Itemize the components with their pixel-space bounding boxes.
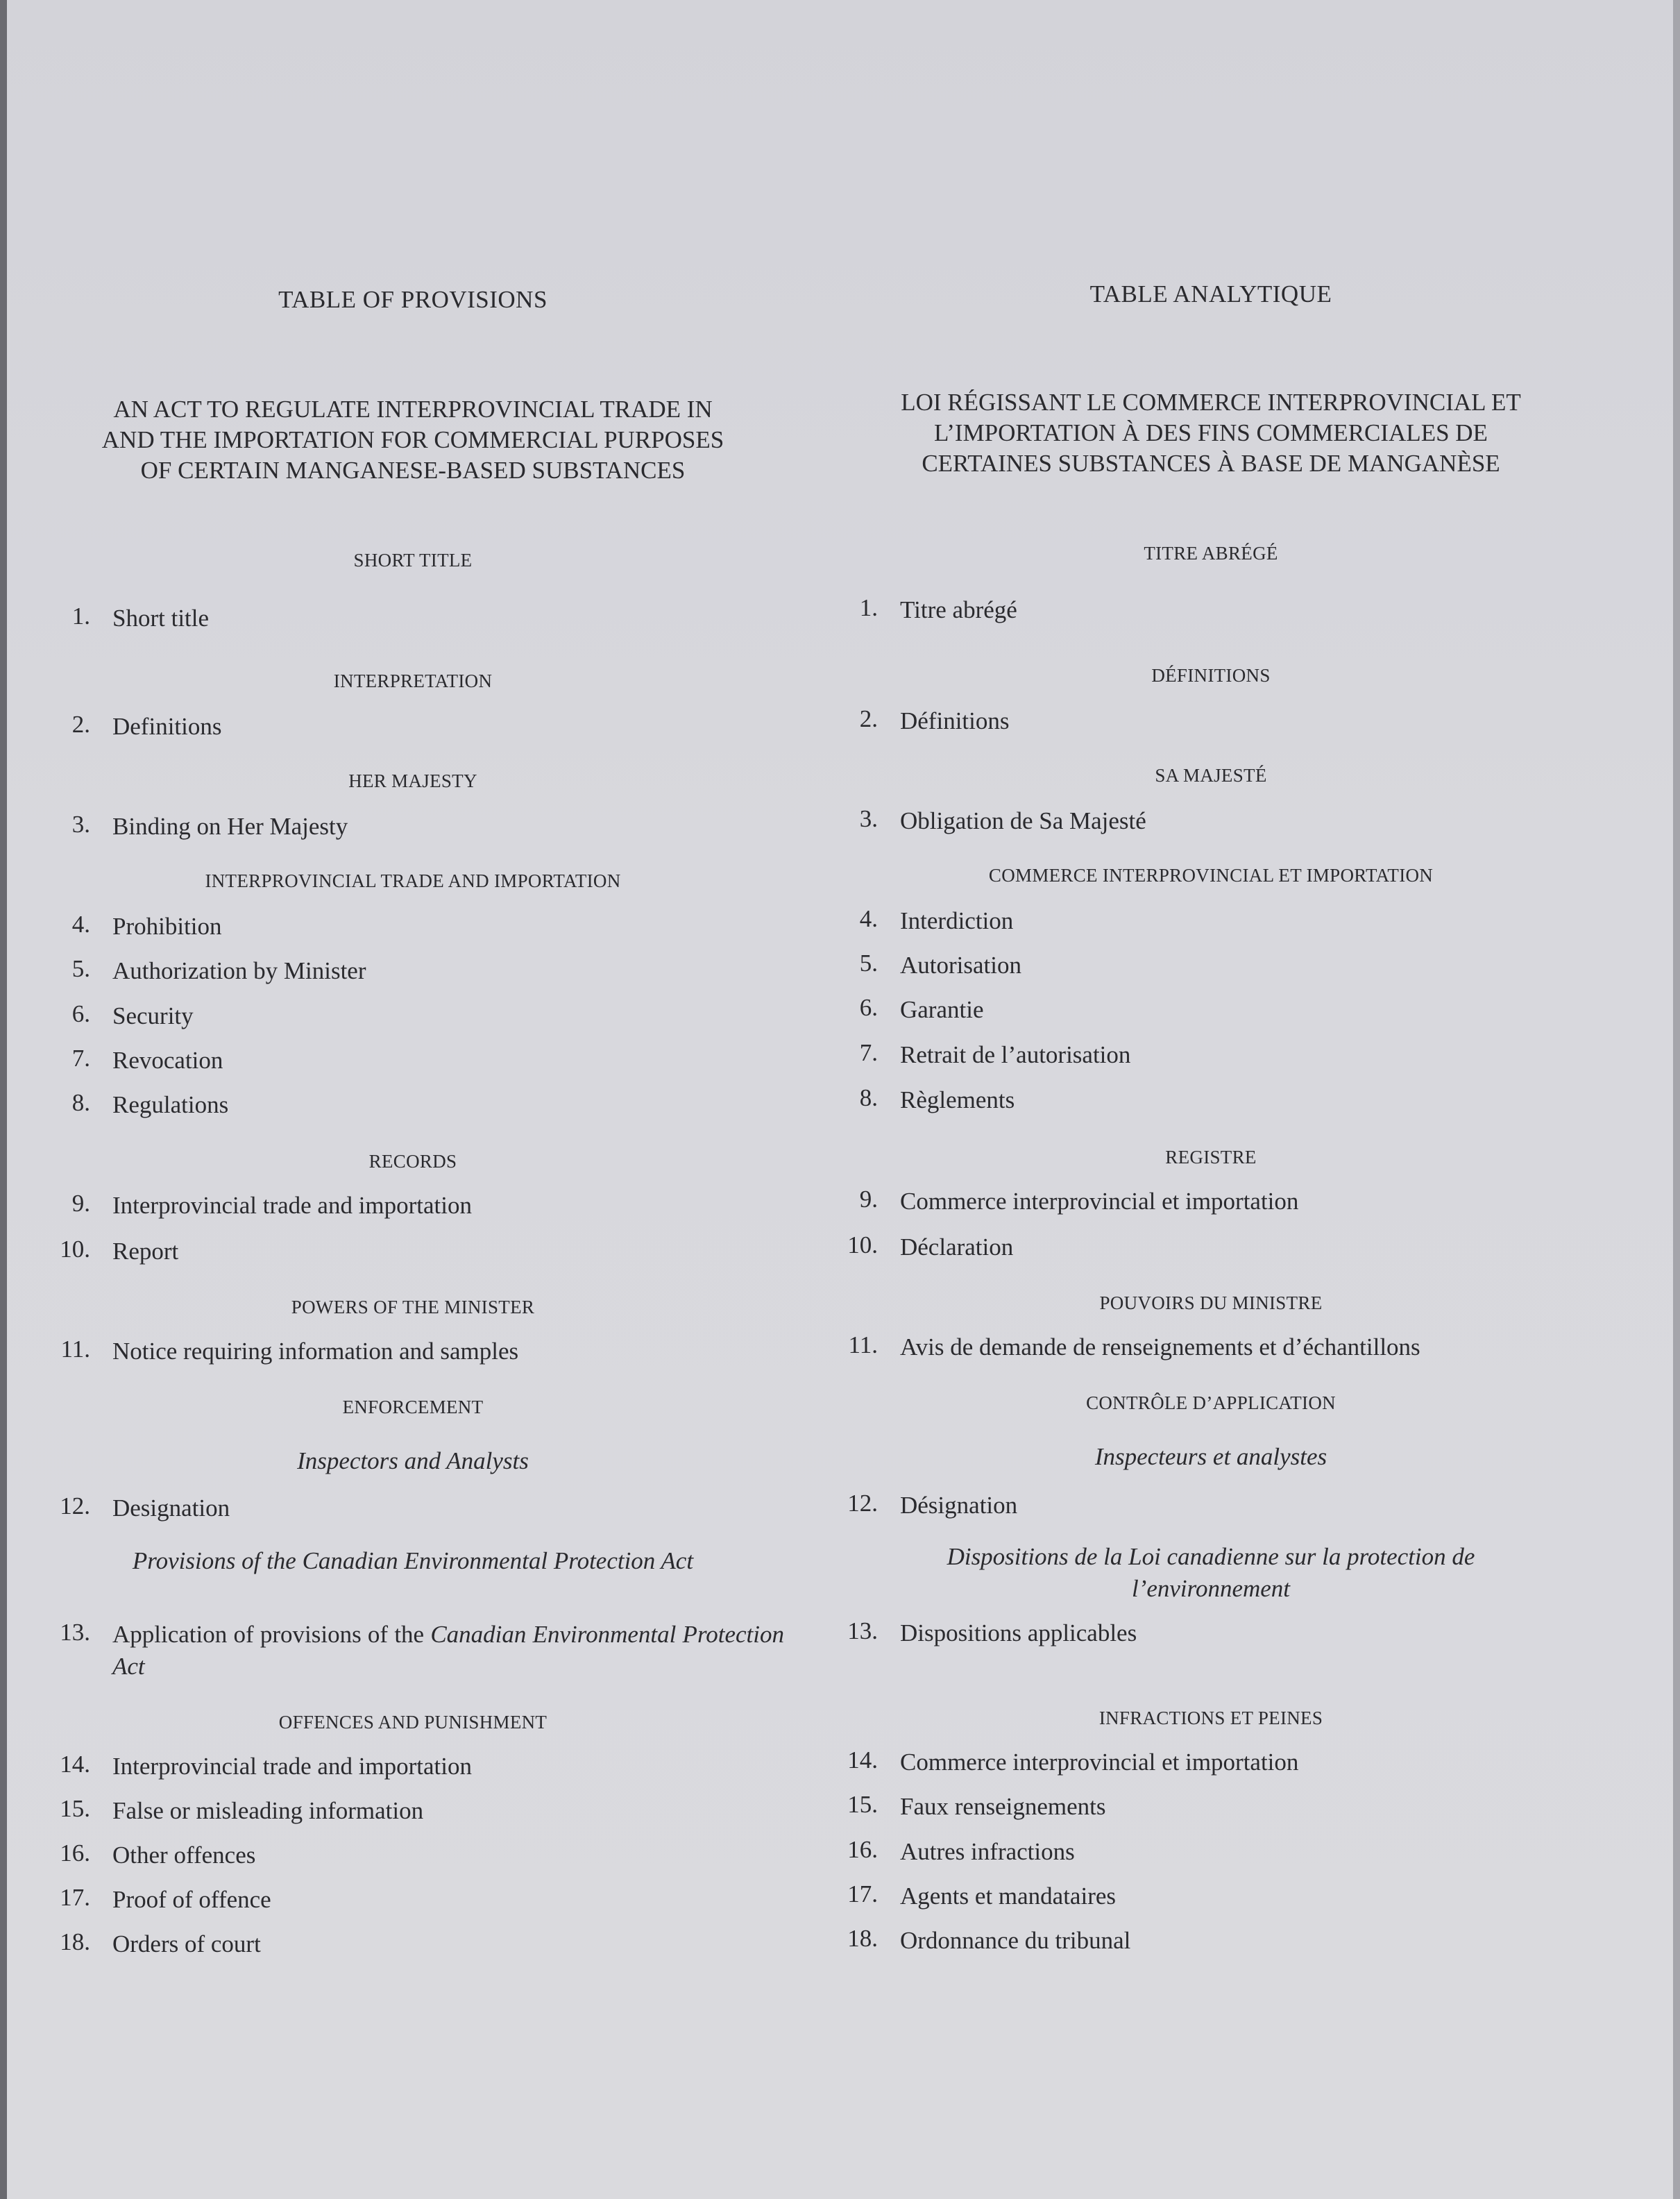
section-title: Autorisation <box>900 952 1021 979</box>
section-number: 15. <box>60 1795 90 1822</box>
section-title: Designation <box>112 1494 230 1522</box>
subheading-cepa-line: Dispositions de la Loi canadienne sur la protection de <box>947 1543 1475 1570</box>
act-title <box>829 387 1593 479</box>
section-number: 12. <box>60 1492 90 1519</box>
subheading-cepa: Provisions of the Canadian Environmental Protection Act <box>132 1547 694 1574</box>
section-title: Retrait de l’autorisation <box>900 1041 1131 1068</box>
section-number: 18. <box>60 1928 90 1955</box>
section-title: Revocation <box>112 1047 223 1074</box>
page-edge-shadow-left <box>0 0 7 2199</box>
section-title: Désignation <box>900 1492 1018 1519</box>
heading-trade: INTERPROVINCIAL TRADE AND IMPORTATION <box>205 870 621 891</box>
section-number: 5. <box>71 955 90 982</box>
section-number: 4. <box>71 911 90 938</box>
heading-powers: POWERS OF THE MINISTER <box>291 1297 535 1317</box>
section-number: 14. <box>60 1751 90 1778</box>
section-title: Ordonnance du tribunal <box>900 1927 1131 1954</box>
section-title: Notice requiring information and samples <box>112 1338 519 1365</box>
section-number: 17. <box>60 1884 90 1911</box>
heading-offences: OFFENCES AND PUNISHMENT <box>278 1712 548 1733</box>
page-edge-shadow-right <box>1673 0 1680 2199</box>
section-number: 9. <box>859 1186 878 1213</box>
section-title: Autres infractions <box>900 1838 1075 1865</box>
section-title: Orders of court <box>112 1930 261 1957</box>
french-column <box>829 0 1593 2199</box>
section-title: Dispositions applicables <box>900 1619 1137 1646</box>
subheading-inspectors: Inspectors and Analysts <box>297 1447 529 1474</box>
section-title: Interprovincial trade and importation <box>112 1753 473 1780</box>
section-title: Short title <box>112 605 210 632</box>
section-title: Application of provisions of the Canadian Environmental Protection Act <box>112 1621 785 1680</box>
section-title: Regulations <box>112 1091 229 1118</box>
section-number: 4. <box>859 905 878 932</box>
heading-powers: POUVOIRS DU MINISTRE <box>1099 1292 1323 1313</box>
section-title: Interdiction <box>900 907 1014 934</box>
heading-trade: COMMERCE INTERPROVINCIAL ET IMPORTATION <box>988 865 1434 886</box>
heading-interpretation: DÉFINITIONS <box>1151 665 1271 686</box>
section-number: 15. <box>847 1791 878 1818</box>
section-title: Interprovincial trade and importation <box>112 1192 473 1219</box>
act-title <box>42 394 784 486</box>
act-name: Canadian Environmental Protection Act <box>112 1621 785 1680</box>
section-number: 2. <box>71 711 90 738</box>
section-title: Règlements <box>900 1086 1015 1113</box>
section-number: 7. <box>859 1039 878 1066</box>
section-title: Commerce interprovincial et importation <box>900 1749 1299 1776</box>
heading-her-majesty: HER MAJESTY <box>348 770 477 791</box>
section-number: 3. <box>71 811 90 838</box>
heading-short-title: SHORT TITLE <box>353 550 473 571</box>
act-title-line: L’IMPORTATION À DES FINS COMMERCIALES DE <box>934 419 1488 446</box>
section-title: Avis de demande de renseignements et d’échantillons <box>900 1333 1420 1360</box>
section-title: Report <box>112 1238 179 1265</box>
section-number: 6. <box>71 1000 90 1027</box>
section-number: 8. <box>859 1084 878 1111</box>
section-title: Obligation de Sa Majesté <box>900 807 1146 834</box>
heading-enforcement: ENFORCEMENT <box>342 1397 484 1417</box>
section-number: 11. <box>60 1336 90 1363</box>
section-title: Titre abrégé <box>900 596 1017 623</box>
section-title: Faux renseignements <box>900 1793 1106 1820</box>
table-of-provisions-title: TABLE OF PROVISIONS <box>278 286 548 313</box>
heading-short-title: TITRE ABRÉGÉ <box>1144 543 1278 564</box>
section-number: 1. <box>859 594 878 621</box>
act-title-line: CERTAINES SUBSTANCES À BASE DE MANGANÈSE <box>922 450 1500 477</box>
section-title: Garantie <box>900 996 984 1023</box>
act-title-line: OF CERTAIN MANGANESE-BASED SUBSTANCES <box>140 457 686 484</box>
section-number: 12. <box>847 1490 878 1517</box>
section-title: Security <box>112 1002 194 1029</box>
section-title: Déclaration <box>900 1233 1014 1261</box>
section-number: 2. <box>859 705 878 732</box>
section-number: 10. <box>60 1236 90 1263</box>
section-title: Définitions <box>900 707 1010 734</box>
section-number: 11. <box>848 1331 878 1358</box>
section-number: 13. <box>847 1617 878 1644</box>
act-title-line: AN ACT TO REGULATE INTERPROVINCIAL TRADE IN <box>113 396 713 423</box>
section-number: 13. <box>60 1619 90 1646</box>
section-number: 10. <box>847 1231 878 1258</box>
section-title: Authorization by Minister <box>112 957 366 984</box>
section-title: False or misleading information <box>112 1797 424 1824</box>
section-number: 5. <box>859 950 878 977</box>
section-title: Agents et mandataires <box>900 1882 1117 1910</box>
section-number: 6. <box>859 994 878 1021</box>
section-number: 1. <box>71 603 90 630</box>
section-title: Other offences <box>112 1842 256 1869</box>
heading-her-majesty: SA MAJESTÉ <box>1155 765 1267 786</box>
english-column <box>42 0 784 2199</box>
section-number: 16. <box>847 1836 878 1863</box>
heading-records: REGISTRE <box>1165 1147 1257 1168</box>
section-title: Proof of offence <box>112 1886 271 1913</box>
section-number: 14. <box>847 1746 878 1773</box>
heading-offences: INFRACTIONS ET PEINES <box>1098 1708 1323 1728</box>
section-title: Commerce interprovincial et importation <box>900 1188 1299 1215</box>
heading-interpretation: INTERPRETATION <box>333 671 493 691</box>
section-number: 7. <box>71 1045 90 1072</box>
section-title: Binding on Her Majesty <box>112 813 348 840</box>
act-title-line: LOI RÉGISSANT LE COMMERCE INTERPROVINCIAL ET <box>901 389 1521 416</box>
section-number: 3. <box>859 805 878 832</box>
section-title: Definitions <box>112 713 222 740</box>
table-analytique-title: TABLE ANALYTIQUE <box>1089 280 1332 307</box>
section-number: 8. <box>71 1089 90 1116</box>
subheading-inspectors: Inspecteurs et analystes <box>1094 1443 1327 1470</box>
section-title: Prohibition <box>112 913 222 940</box>
subheading-cepa <box>829 1541 1593 1605</box>
section-number: 17. <box>847 1880 878 1907</box>
section-number: 18. <box>847 1925 878 1952</box>
heading-records: RECORDS <box>368 1151 457 1172</box>
section-number: 9. <box>71 1190 90 1217</box>
section-number: 16. <box>60 1839 90 1867</box>
subheading-cepa-line: l’environnement <box>1131 1575 1291 1602</box>
heading-enforcement: CONTRÔLE D’APPLICATION <box>1086 1392 1336 1413</box>
act-title-line: AND THE IMPORTATION FOR COMMERCIAL PURPOSES <box>101 426 724 453</box>
